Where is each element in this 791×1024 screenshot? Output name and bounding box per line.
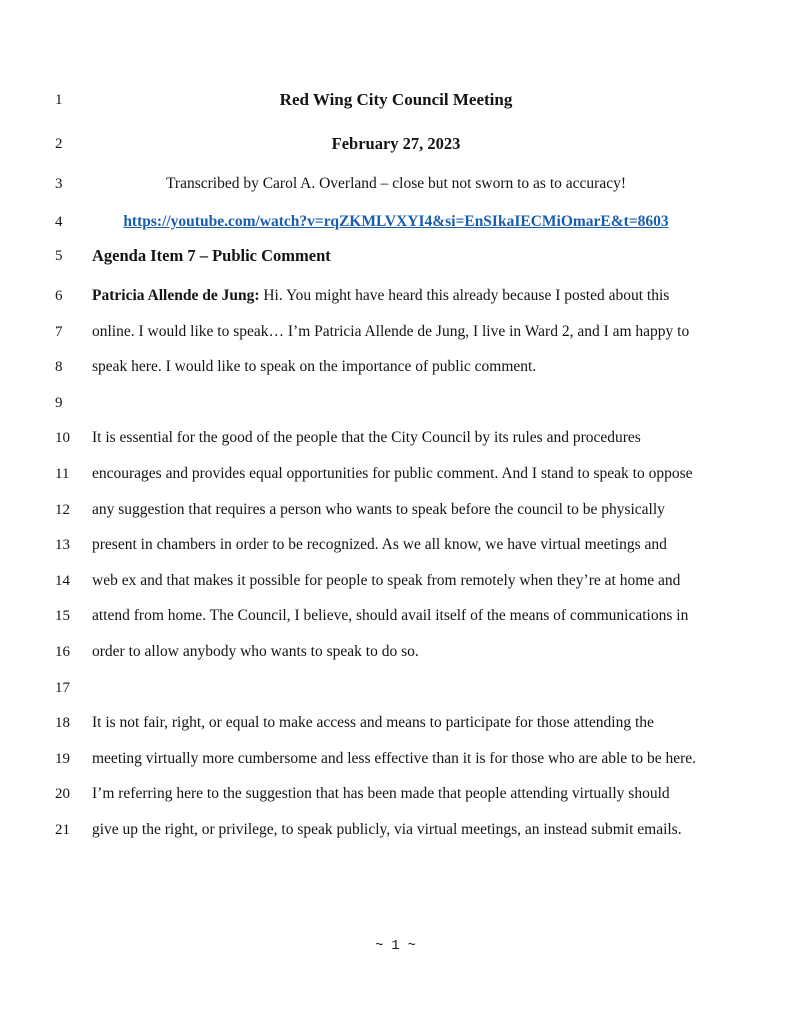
- line-number: 19: [55, 750, 70, 767]
- line-number: 10: [55, 430, 70, 447]
- line-number: 9: [55, 394, 63, 411]
- transcript-line: [55, 784, 700, 820]
- line-number: 11: [55, 465, 70, 482]
- transcript-line: [55, 393, 700, 429]
- transcript-line: [55, 500, 700, 536]
- line-number: 15: [55, 608, 70, 625]
- line-number: 21: [55, 821, 70, 838]
- line-number: 20: [55, 786, 70, 803]
- line-text: any suggestion that requires a person who wants to speak before the council to be physically: [92, 500, 665, 518]
- transcript-line: [55, 571, 700, 607]
- line-number: 1: [55, 92, 63, 108]
- transcript-line: [55, 90, 700, 134]
- line-text: Red Wing City Council Meeting: [279, 90, 513, 109]
- line-text: online. I would like to speak… I’m Patricia Allende de Jung, I live in Ward 2, and I am happy to: [92, 322, 690, 340]
- transcript-line: [55, 212, 700, 246]
- transcript-line: [55, 357, 700, 393]
- line-number: 18: [55, 715, 70, 732]
- line-number: 4: [55, 214, 63, 230]
- line-number: 17: [55, 679, 70, 696]
- page-number: ~ 1 ~: [375, 939, 416, 954]
- line-text: Agenda Item 7 – Public Comment: [92, 246, 331, 265]
- transcript-line: [55, 174, 700, 212]
- transcript-lines: [0, 90, 791, 856]
- transcript-line: [55, 678, 700, 714]
- line-number: 16: [55, 643, 70, 660]
- speaker-name: Patricia Allende de Jung:: [92, 287, 260, 304]
- transcript-line: [55, 535, 700, 571]
- line-number: 8: [55, 359, 63, 376]
- transcript-line: [55, 134, 700, 174]
- line-text: meeting virtually more cumbersome and less effective than it is for those who are able to be here.: [92, 749, 697, 767]
- line-text: order to allow anybody who wants to speak to do so.: [92, 642, 419, 660]
- transcript-line: [55, 322, 700, 358]
- line-text: encourages and provides equal opportunities for public comment. And I stand to speak to oppose: [92, 464, 693, 482]
- line-number: 12: [55, 501, 70, 518]
- transcript-line: [55, 713, 700, 749]
- line-text: [92, 212, 700, 232]
- transcript-line: [55, 246, 700, 286]
- line-text: Patricia Allende de Jung: Hi. You might have heard this already because I posted about this: [92, 287, 670, 304]
- line-number: 7: [55, 323, 63, 340]
- line-text: February 27, 2023: [331, 134, 461, 153]
- line-text: give up the right, or privilege, to speak publicly, via virtual meetings, an instead submit emails.: [92, 820, 682, 838]
- line-text: web ex and that makes it possible for people to speak from remotely when they’re at home and: [92, 571, 681, 589]
- transcript-line: [55, 606, 700, 642]
- line-text: Transcribed by Carol A. Overland – close but not sworn to as to accuracy!: [165, 175, 626, 192]
- line-number: 6: [55, 288, 63, 304]
- transcript-line: [55, 642, 700, 678]
- transcript-line: [55, 464, 700, 500]
- line-text: It is essential for the good of the people that the City Council by its rules and procedures: [92, 429, 641, 447]
- line-text: present in chambers in order to be recognized. As we all know, we have virtual meetings and: [92, 536, 667, 554]
- line-text: I’m referring here to the suggestion that has been made that people attending virtually should: [92, 785, 670, 803]
- line-text: speak here. I would like to speak on the importance of public comment.: [92, 358, 537, 376]
- line-text: attend from home. The Council, I believe, should avail itself of the means of communications in: [92, 607, 689, 625]
- line-number: 3: [55, 176, 63, 192]
- line-number: 14: [55, 572, 70, 589]
- transcript-line: [55, 428, 700, 464]
- line-number: 2: [55, 136, 63, 152]
- line-number: 5: [55, 248, 63, 264]
- line-number: 13: [55, 537, 70, 554]
- transcript-line: [55, 749, 700, 785]
- transcript-line: [55, 286, 700, 322]
- line-text: It is not fair, right, or equal to make access and means to participate for those attending the: [92, 714, 654, 732]
- youtube-link[interactable]: https://youtube.com/watch?v=rqZKMLVXYI4&si=EnSIkaIECMiOmarE&t=8603: [123, 213, 669, 230]
- transcript-line: [55, 820, 700, 856]
